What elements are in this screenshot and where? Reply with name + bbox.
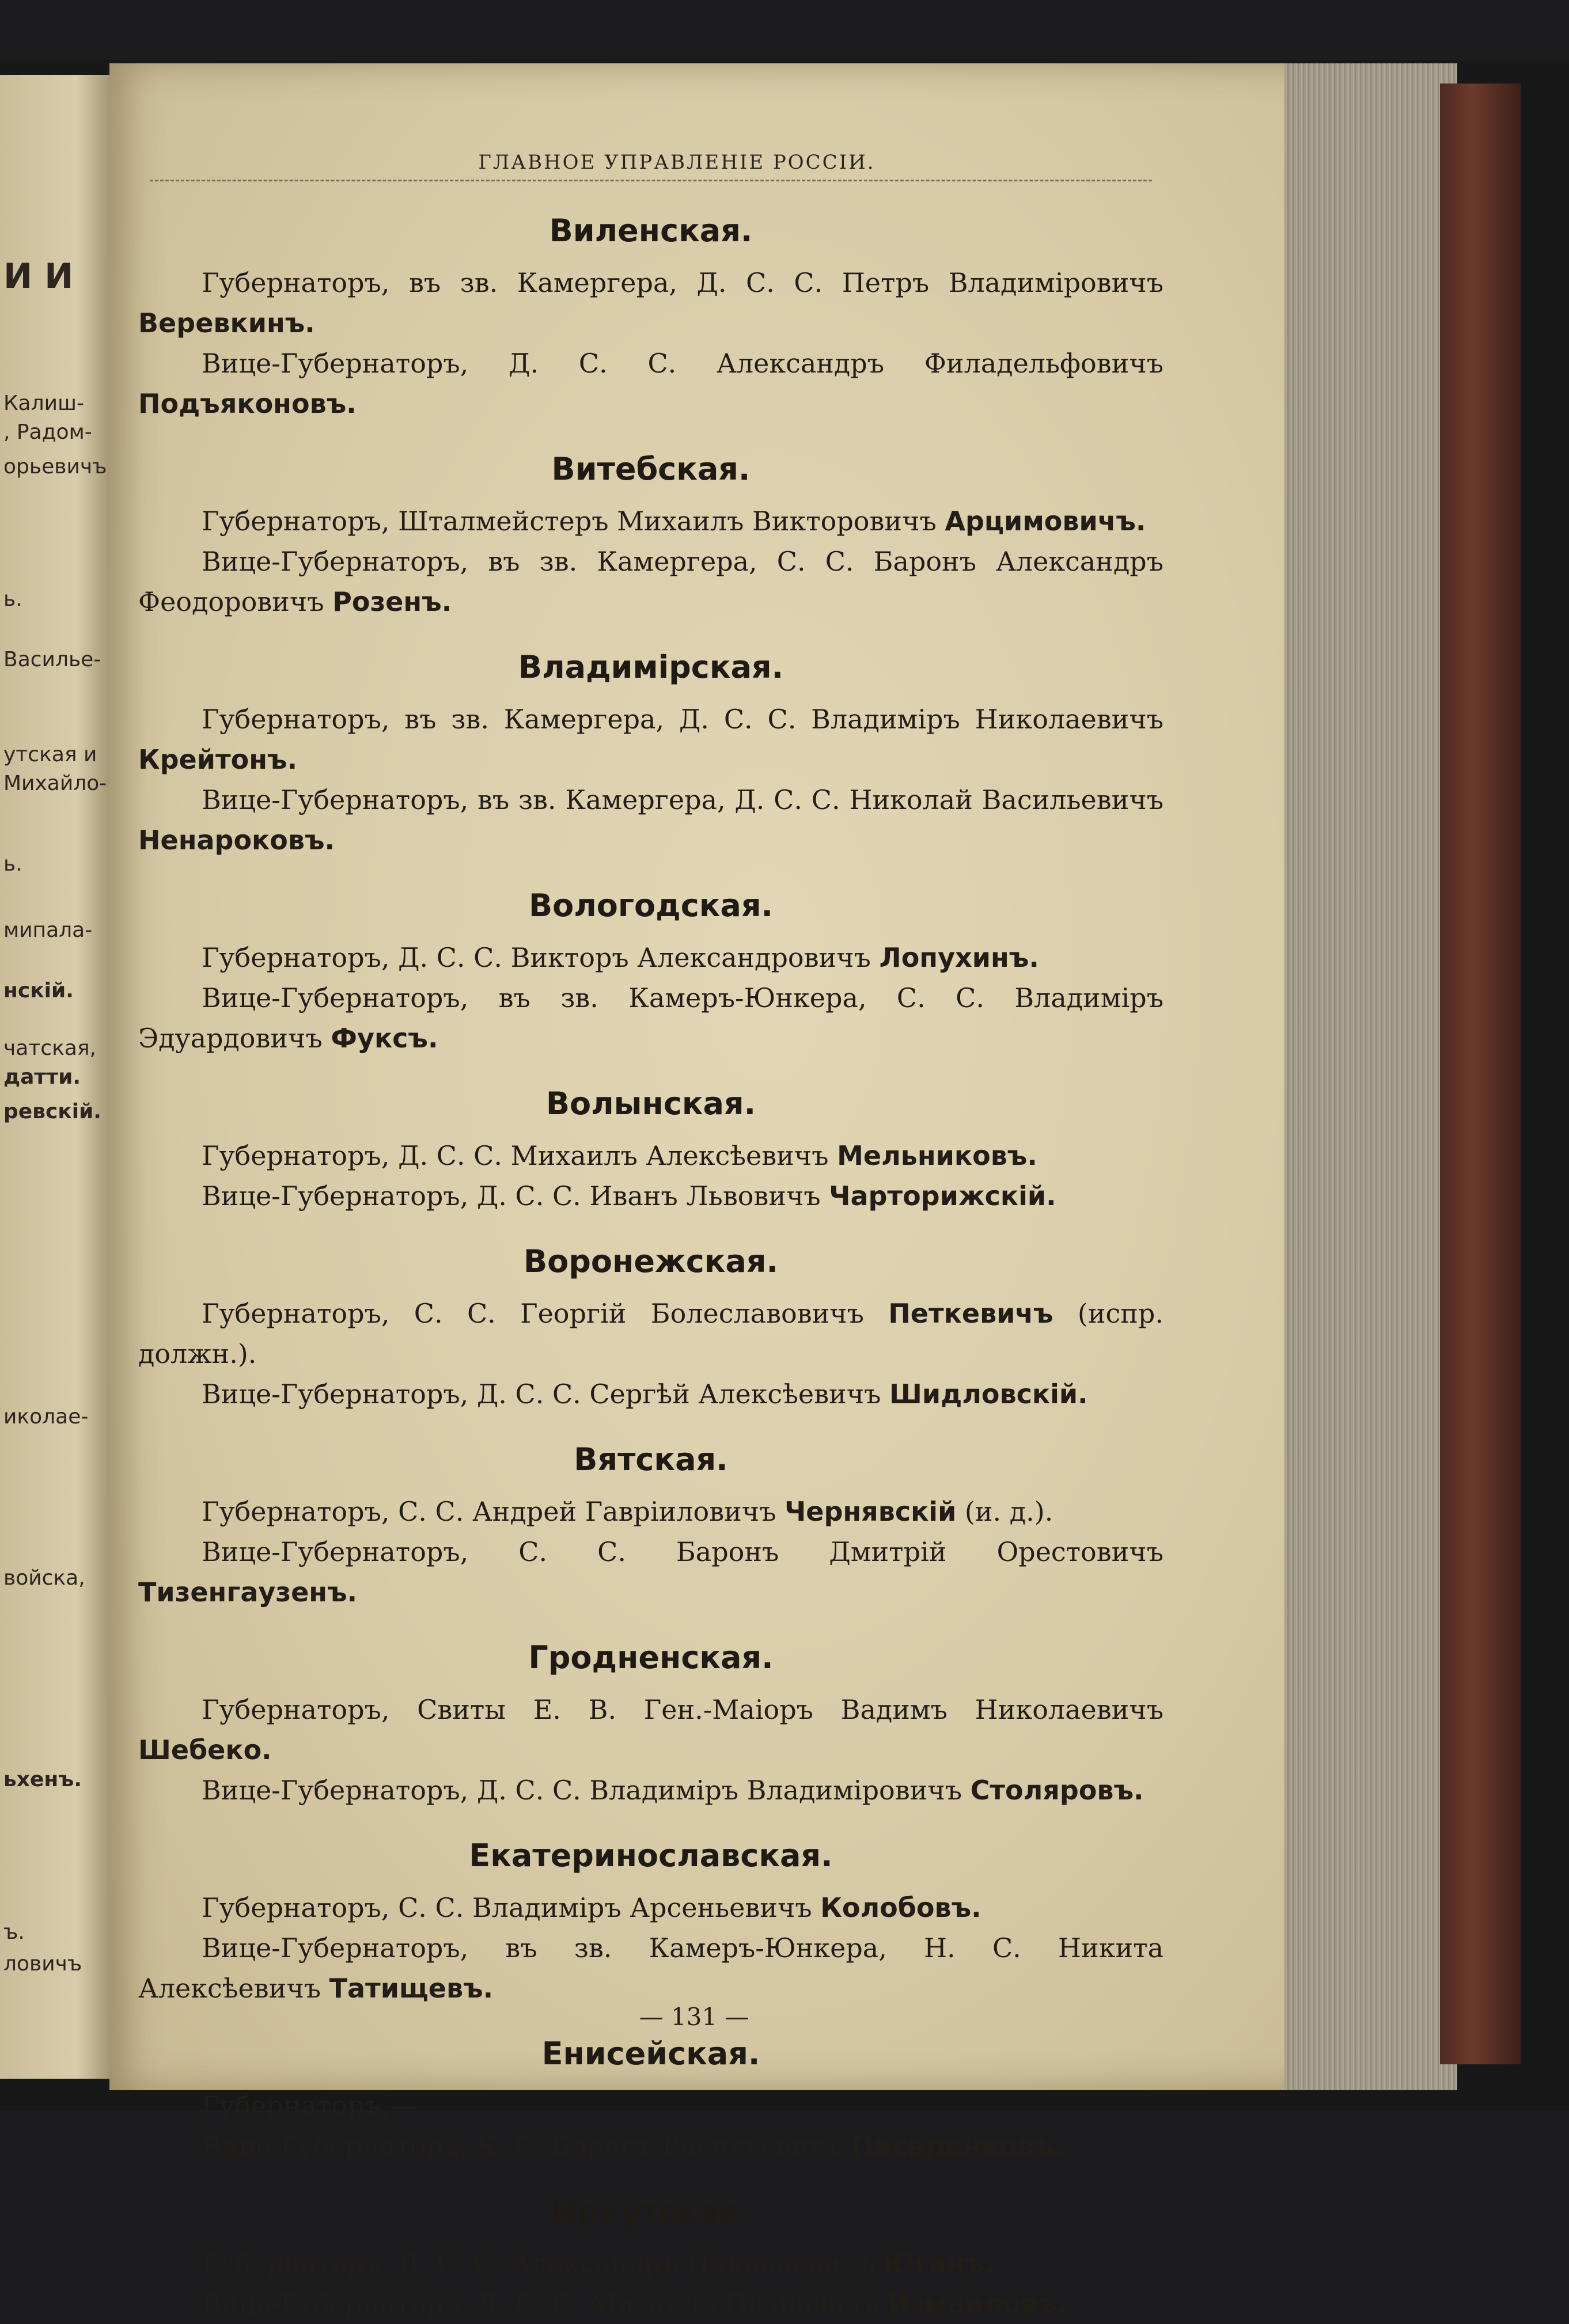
official-entry	[138, 1491, 1164, 1532]
official-entry	[138, 343, 1164, 424]
official-surname: Чарторижскій.	[829, 1180, 1056, 1212]
left-page-fragment: И И	[3, 256, 74, 297]
page-number: — 131 —	[639, 2003, 749, 2031]
province-heading: Гродненская.	[528, 1639, 774, 1676]
province-heading: Виленская.	[549, 212, 753, 249]
official-surname: Татищевъ.	[329, 1973, 494, 2004]
left-page-fragment: орьевичъ	[3, 455, 107, 479]
official-entry	[138, 1176, 1164, 1216]
official-surname: Фуксъ.	[331, 1023, 438, 1054]
official-entry	[138, 780, 1164, 860]
left-page-fragment: чатская,	[3, 1036, 96, 1060]
official-surname: Измайловъ.	[887, 2288, 1068, 2319]
official-surname: Петкевичъ	[888, 1298, 1053, 1329]
official-title: Вице-Губернаторъ, К. С. Борисъ Васильевичъ	[202, 2131, 852, 2162]
official-entry	[138, 1770, 1164, 1810]
official-surname: Шебеко.	[138, 1734, 272, 1765]
official-surname: Розенъ.	[332, 586, 452, 617]
province-section	[138, 1836, 1164, 2008]
province-section	[138, 1241, 1164, 1414]
official-entry	[138, 1532, 1164, 1612]
province-section	[138, 1440, 1164, 1612]
official-entry	[138, 1293, 1164, 1374]
official-title: Вице-Губернаторъ, С. С. Баронъ Дмитрій Орестовичъ	[202, 1536, 1164, 1567]
official-suffix: (и. д.).	[956, 1496, 1053, 1527]
province-section	[138, 449, 1164, 622]
province-heading: Волынская.	[545, 1085, 756, 1122]
running-head: ГЛАВНОЕ УПРАВЛЕНІЕ РОССІИ.	[478, 151, 876, 174]
official-entry	[138, 1689, 1164, 1770]
official-entry	[138, 263, 1164, 343]
left-page-fragment: ь.	[3, 852, 22, 876]
official-title: Губернаторъ, Д. С. С. Александръ Николаевичъ	[202, 2248, 884, 2279]
province-heading: Вологодская.	[528, 887, 774, 924]
left-page-fragment: ь.	[3, 587, 22, 611]
left-page-fragment: Михайло-	[3, 772, 107, 795]
left-page-fragment: Василье-	[3, 648, 101, 671]
official-entry	[138, 2086, 1164, 2126]
left-page-edge	[0, 75, 109, 2079]
official-title: Губернаторъ, С. С. Владиміръ Арсеньевичъ	[202, 1892, 821, 1923]
official-title: Губернаторъ, въ зв. Камергера, Д. С. С. Владиміръ Николаевичъ	[202, 704, 1164, 735]
province-section	[138, 211, 1164, 424]
official-entry	[138, 699, 1164, 780]
left-page-fragment: Калиш-	[3, 392, 84, 415]
left-page-fragment: мипала-	[3, 918, 93, 942]
official-entry	[138, 1136, 1164, 1176]
official-surname: Ненароковъ.	[138, 825, 335, 856]
official-title: Вице-Губернаторъ, въ зв. Камеръ-Юнкера, С. С. Владиміръ Эдуардовичъ	[138, 982, 1164, 1054]
left-page-fragment: ловичъ	[3, 1952, 82, 1976]
official-surname: Мельниковъ.	[837, 1140, 1037, 1171]
official-title: Вице-Губернаторъ, Д. С. С. Иванъ Львовичъ	[202, 1180, 829, 1212]
official-title: Губернаторъ, С. С. Георгій Болеславовичъ	[202, 1298, 889, 1329]
official-surname: Крейтонъ.	[138, 744, 298, 775]
official-title: Губернаторъ, Шталмейстеръ Михаилъ Викторовичъ	[202, 506, 945, 537]
official-title: Губернаторъ, С. С. Андрей Гавріиловичъ	[202, 1496, 785, 1527]
left-page-fragment: утская и	[3, 743, 97, 766]
official-entry	[138, 501, 1164, 541]
province-section	[138, 2034, 1164, 2166]
official-entry	[138, 978, 1164, 1058]
official-surname: Колобовъ.	[820, 1892, 981, 1923]
left-page-fragment: нскій.	[3, 979, 74, 1002]
official-entry	[138, 2126, 1164, 2166]
book-cover	[1440, 83, 1521, 2064]
official-title: Губернаторъ, въ зв. Камергера, Д. С. С. Петръ Владиміровичъ	[202, 267, 1164, 298]
official-surname: Шидловскій.	[889, 1379, 1088, 1410]
left-page-fragment: ревскій.	[3, 1100, 101, 1123]
province-section	[138, 2192, 1164, 2324]
official-surname: Юганъ.	[884, 2248, 995, 2279]
province-heading: Иркутская.	[551, 2193, 751, 2230]
official-title: Вице-Губернаторъ, Д. С. С. Владиміръ Владиміровичъ	[202, 1775, 971, 1806]
official-entry	[138, 1374, 1164, 1414]
page-block-edge	[1284, 63, 1457, 2090]
province-heading: Енисейская.	[541, 2036, 760, 2072]
left-page-fragment: ъ.	[3, 1920, 25, 1944]
left-page-fragment: войска,	[3, 1566, 85, 1590]
official-entry	[138, 1928, 1164, 2008]
official-title: Вице-Губернаторъ, Д. С. С. Михаилъ Ивановичъ	[202, 2288, 888, 2319]
official-entry	[138, 2243, 1164, 2284]
province-heading: Владимірская.	[518, 649, 784, 685]
official-title: Вице-Губернаторъ, въ зв. Камергера, С. С. Баронъ Александръ Феодоровичъ	[138, 546, 1164, 617]
province-heading: Витебская.	[551, 451, 751, 487]
province-heading: Екатеринославская.	[469, 1837, 833, 1874]
left-page-fragment: , Радом-	[3, 420, 92, 444]
official-title: Вице-Губернаторъ, въ зв. Камергера, Д. С. С. Николай Васильевичъ	[202, 784, 1164, 815]
official-surname: Арцимовичъ.	[945, 506, 1146, 537]
official-surname: Подъяконовъ.	[138, 388, 357, 419]
official-title: Вице-Губернаторъ, Д. С. С. Александръ Филадельфовичъ	[202, 348, 1164, 379]
official-entry	[138, 1888, 1164, 1928]
official-entry	[138, 937, 1164, 978]
province-heading: Вятская.	[574, 1441, 728, 1478]
province-section	[138, 1084, 1164, 1216]
official-surname: Тизенгаузенъ.	[138, 1577, 358, 1608]
official-title: Губернаторъ,—	[202, 2090, 416, 2121]
province-section	[138, 886, 1164, 1058]
official-title: Губернаторъ, Д. С. С. Михаилъ Алексѣевичъ	[202, 1140, 837, 1171]
official-suffix: (испр. должн.).	[138, 1298, 1164, 1369]
province-section	[138, 647, 1164, 860]
official-surname: Столяровъ.	[970, 1775, 1144, 1806]
official-entry	[138, 541, 1164, 622]
left-page-fragment: датти.	[3, 1065, 81, 1089]
official-title: Вице-Губернаторъ, Д. С. С. Сергѣй Алексѣевичъ	[202, 1379, 890, 1410]
official-surname: Чернявскій	[784, 1496, 957, 1527]
head-rule	[150, 180, 1152, 181]
official-surname: Лопухинъ.	[879, 942, 1039, 973]
left-page-fragment: ьхенъ.	[3, 1768, 82, 1791]
left-page-fragment: иколае-	[3, 1405, 89, 1429]
official-title: Вице-Губернаторъ, въ зв. Камеръ-Юнкера, Н. С. Никита Алексѣевичъ	[138, 1932, 1164, 2004]
official-entry	[138, 2284, 1164, 2324]
official-surname: Писаренковъ.	[851, 2131, 1064, 2162]
province-heading: Воронежская.	[524, 1243, 778, 1279]
official-title: Губернаторъ, Свиты Е. В. Ген.-Маіоръ Вадимъ Николаевичъ	[202, 1694, 1164, 1725]
official-surname: Веревкинъ.	[138, 307, 315, 339]
official-title: Губернаторъ, Д. С. С. Викторъ Александровичъ	[202, 942, 880, 973]
province-section	[138, 1638, 1164, 1810]
